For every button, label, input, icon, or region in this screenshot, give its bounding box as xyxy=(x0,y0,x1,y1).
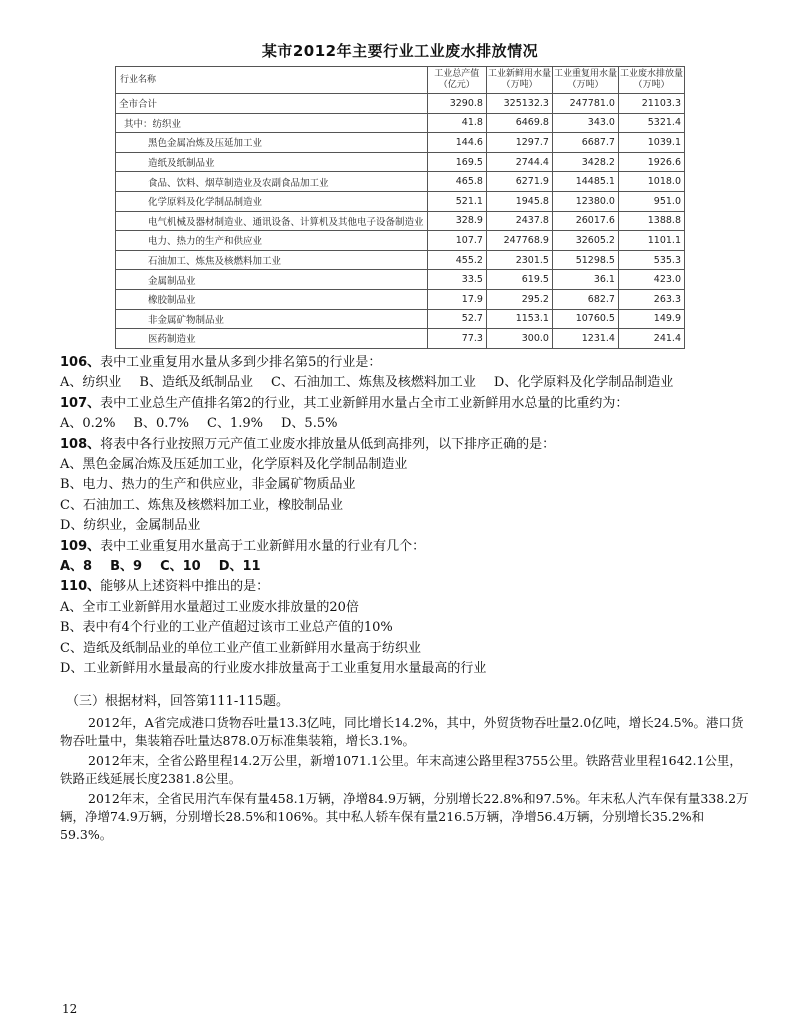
cell-value: 2437.8 xyxy=(486,211,552,231)
cell-value: 52.7 xyxy=(427,309,486,329)
cell-value: 36.1 xyxy=(552,270,618,290)
option-a: A、8 xyxy=(60,559,93,575)
option-a: A、纺织业 xyxy=(60,375,122,391)
cell-value: 6469.8 xyxy=(486,113,552,133)
cell-value: 10760.5 xyxy=(552,309,618,329)
table-row xyxy=(116,329,685,349)
cell-value: 41.8 xyxy=(427,113,486,133)
option-c: C、石油加工、炼焦及核燃料加工业，橡胶制品业 xyxy=(60,497,343,513)
cell-value: 1231.4 xyxy=(552,329,618,349)
header-reused-water: 工业重复用水量 （万吨） xyxy=(552,67,618,94)
cell-value: 149.9 xyxy=(618,309,684,329)
cell-value: 5321.4 xyxy=(618,113,684,133)
question-number: 108、 xyxy=(60,436,101,452)
header-industry-name: 行业名称 xyxy=(116,67,428,94)
section-three xyxy=(60,692,750,846)
option-b: B、0.7% xyxy=(133,416,190,432)
cell-value: 107.7 xyxy=(427,231,486,251)
row-name: 石油加工、炼焦及核燃料加工业 xyxy=(116,250,428,270)
cell-value: 1153.1 xyxy=(486,309,552,329)
table-row xyxy=(116,309,685,329)
question-text: 将表中各行业按照万元产值工业废水排放量从低到高排列，以下排序正确的是： xyxy=(100,436,556,452)
header-wastewater: 工业废水排放量 （万吨） xyxy=(618,67,684,94)
option-a: A、0.2% xyxy=(60,416,116,432)
cell-value: 247768.9 xyxy=(486,231,552,251)
table-row xyxy=(116,231,685,251)
options-106 xyxy=(60,373,760,393)
question-text: 表中工业重复用水量从多到少排名第5的行业是： xyxy=(100,355,382,370)
table-row xyxy=(116,270,685,290)
cell-value: 33.5 xyxy=(427,270,486,290)
cell-value: 51298.5 xyxy=(552,250,618,270)
row-name: 电力、热力的生产和供应业 xyxy=(116,231,428,251)
cell-value: 325132.3 xyxy=(486,94,552,114)
cell-value: 21103.3 xyxy=(618,94,684,114)
cell-value: 17.9 xyxy=(427,289,486,309)
question-106 xyxy=(60,353,760,373)
cell-value: 247781.0 xyxy=(552,94,618,114)
cell-value: 241.4 xyxy=(618,329,684,349)
cell-value: 343.0 xyxy=(552,113,618,133)
option-b: B、表中有4个行业的工业产值超过该市工业总产值的10% xyxy=(60,620,393,636)
table-row xyxy=(116,113,685,133)
option-b: B、造纸及纸制品业 xyxy=(139,375,253,391)
option-a: A、黑色金属冶炼及压延加工业，化学原料及化学制品制造业 xyxy=(60,457,408,473)
cell-value: 1945.8 xyxy=(486,191,552,211)
material-paragraph: 2012年末，全省公路里程14.2万公里，新增1071.1公里。年末高速公路里程3755公里。铁路营业里程1642.1公里，铁路正线延展长度2381.8公里。 xyxy=(60,753,742,786)
cell-value: 32605.2 xyxy=(552,231,618,251)
cell-value: 1388.8 xyxy=(618,211,684,231)
cell-value: 455.2 xyxy=(427,250,486,270)
option-d: D、工业新鲜用水量最高的行业废水排放量高于工业重复用水量最高的行业 xyxy=(60,661,487,677)
cell-value: 2301.5 xyxy=(486,250,552,270)
cell-value: 263.3 xyxy=(618,289,684,309)
cell-value: 423.0 xyxy=(618,270,684,290)
row-name: 食品、饮料、烟草制造业及农副食品加工业 xyxy=(116,172,428,192)
cell-value: 1926.6 xyxy=(618,152,684,172)
row-name: 医药制造业 xyxy=(116,329,428,349)
options-109 xyxy=(60,557,760,577)
cell-value: 169.5 xyxy=(427,152,486,172)
cell-value: 535.3 xyxy=(618,250,684,270)
row-name: 化学原料及化学制品制造业 xyxy=(116,191,428,211)
header-output-value: 工业总产值 （亿元） xyxy=(427,67,486,94)
question-107 xyxy=(60,394,760,414)
cell-value: 465.8 xyxy=(427,172,486,192)
question-number: 106、 xyxy=(60,355,101,370)
row-name: 黑色金属冶炼及压延加工业 xyxy=(116,133,428,153)
cell-value: 26017.6 xyxy=(552,211,618,231)
cell-value: 951.0 xyxy=(618,191,684,211)
cell-value: 12380.0 xyxy=(552,191,618,211)
row-name: 橡胶制品业 xyxy=(116,289,428,309)
table-row xyxy=(116,289,685,309)
options-107 xyxy=(60,414,760,434)
table-header-row xyxy=(116,67,685,94)
table-row xyxy=(116,152,685,172)
section-heading: （三）根据材料，回答第111-115题。 xyxy=(66,694,290,709)
cell-value: 619.5 xyxy=(486,270,552,290)
cell-value: 3428.2 xyxy=(552,152,618,172)
question-number: 110、 xyxy=(60,579,101,595)
cell-value: 300.0 xyxy=(486,329,552,349)
question-number: 109、 xyxy=(60,538,101,554)
question-109 xyxy=(60,537,760,557)
table-title: 某市2012年主要行业工业废水排放情况 xyxy=(261,42,539,60)
row-name: 金属制品业 xyxy=(116,270,428,290)
cell-value: 77.3 xyxy=(427,329,486,349)
row-name: 其中：纺织业 xyxy=(116,113,428,133)
row-name: 造纸及纸制品业 xyxy=(116,152,428,172)
option-b: B、电力、热力的生产和供应业，非金属矿物质品业 xyxy=(60,477,356,493)
cell-value: 1039.1 xyxy=(618,133,684,153)
table-row xyxy=(116,172,685,192)
table-row xyxy=(116,211,685,231)
table-row xyxy=(116,191,685,211)
cell-value: 1297.7 xyxy=(486,133,552,153)
option-c: C、造纸及纸制品业的单位工业产值工业新鲜用水量高于纺织业 xyxy=(60,640,421,656)
table-row xyxy=(116,250,685,270)
option-c: C、1.9% xyxy=(207,416,263,432)
cell-value: 1101.1 xyxy=(618,231,684,251)
question-text: 能够从上述资料中推出的是： xyxy=(100,579,270,595)
cell-value: 14485.1 xyxy=(552,172,618,192)
row-name: 电气机械及器材制造业、通讯设备、计算机及其他电子设备制造业 xyxy=(116,211,428,231)
cell-value: 682.7 xyxy=(552,289,618,309)
option-c: C、石油加工、炼焦及核燃料加工业 xyxy=(270,375,476,391)
cell-value: 1018.0 xyxy=(618,172,684,192)
material-paragraph: 2012年末，全省民用汽车保有量458.1万辆，净增84.9万辆，分别增长22.8%和97.5%。年末私人汽车保有量338.2万辆，净增74.9万辆，分别增长28.5%和106%。其中私人轿车保有量216.5万辆，净增56.4万辆，分别增长35.2%和59.3%。 xyxy=(60,791,749,842)
option-c: C、10 xyxy=(160,559,201,575)
row-name: 全市合计 xyxy=(116,94,428,114)
question-text: 表中工业重复用水量高于工业新鲜用水量的行业有几个： xyxy=(100,538,426,554)
option-a: A、全市工业新鲜用水量超过工业废水排放量的20倍 xyxy=(60,599,359,615)
cell-value: 6271.9 xyxy=(486,172,552,192)
question-list xyxy=(60,353,760,680)
cell-value: 6687.7 xyxy=(552,133,618,153)
question-108 xyxy=(60,435,760,455)
row-name: 非金属矿物制品业 xyxy=(116,309,428,329)
question-110 xyxy=(60,577,760,597)
cell-value: 521.1 xyxy=(427,191,486,211)
header-fresh-water: 工业新鲜用水量 （万吨） xyxy=(486,67,552,94)
cell-value: 144.6 xyxy=(427,133,486,153)
cell-value: 3290.8 xyxy=(427,94,486,114)
option-b: B、9 xyxy=(110,559,143,575)
option-d: D、5.5% xyxy=(281,416,338,432)
wastewater-table xyxy=(115,66,685,349)
table-row xyxy=(116,94,685,114)
question-number: 107、 xyxy=(60,395,101,411)
cell-value: 2744.4 xyxy=(486,152,552,172)
table-row xyxy=(116,133,685,153)
option-d: D、纺织业，金属制品业 xyxy=(60,518,201,534)
material-paragraph: 2012年，A省完成港口货物吞吐量13.3亿吨，同比增长14.2%，其中，外贸货物吞吐量2.0亿吨，增长24.5%。港口货物吞吐量中，集装箱吞吐量达878.0万标准集装箱，增长3.1%。 xyxy=(60,715,744,748)
page-number: 12 xyxy=(62,1002,78,1016)
cell-value: 328.9 xyxy=(427,211,486,231)
cell-value: 295.2 xyxy=(486,289,552,309)
option-d: D、化学原料及化学制品制造业 xyxy=(493,375,674,391)
question-text: 表中工业总生产值排名第2的行业，其工业新鲜用水量占全市工业新鲜用水总量的比重约为： xyxy=(100,395,629,411)
option-d: D、11 xyxy=(218,559,261,575)
